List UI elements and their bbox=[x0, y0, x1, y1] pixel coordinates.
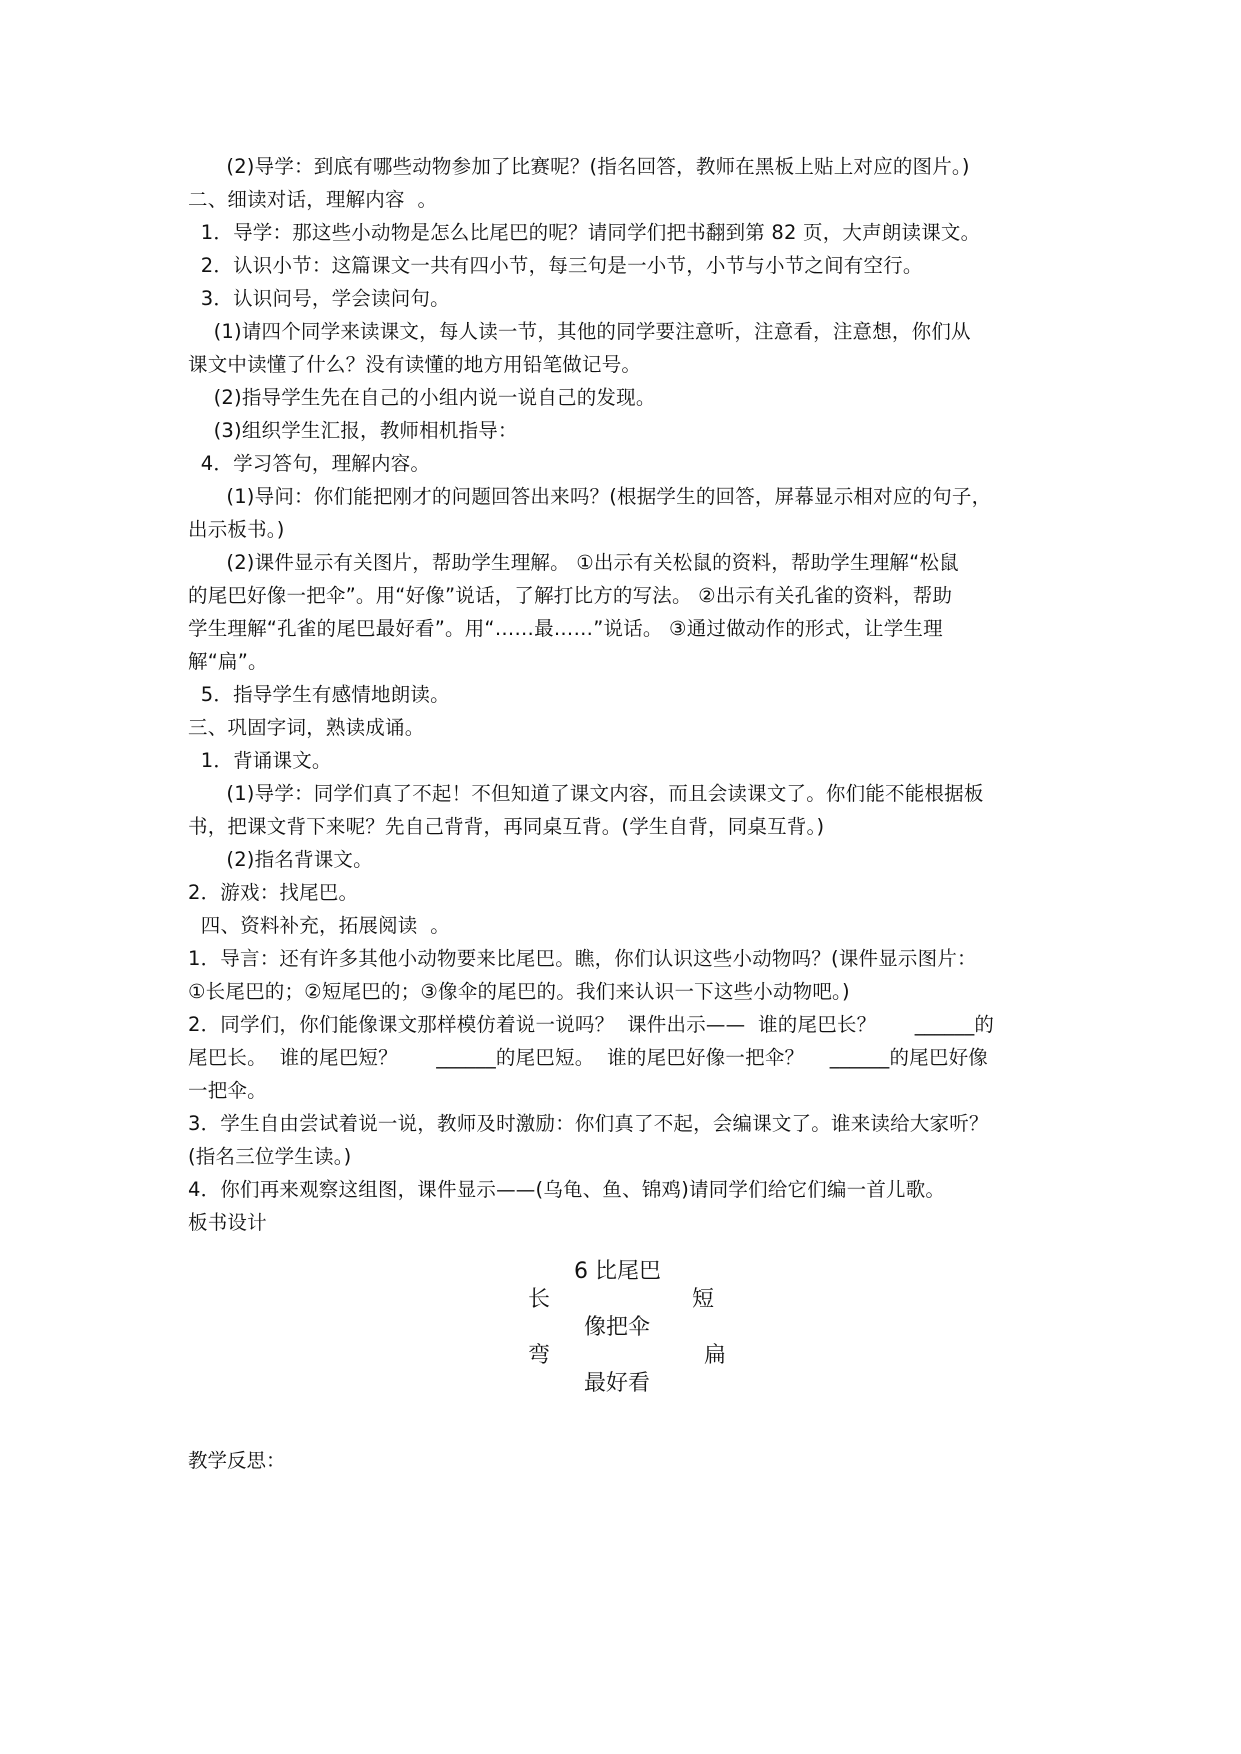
text-line: 5．指导学生有感情地朗读。 bbox=[188, 683, 450, 706]
text-line: 1．背诵课文。 bbox=[188, 749, 332, 772]
text-line: 3．认识问号，学会读问句。 bbox=[188, 287, 450, 310]
text-line: 解“扁”。 bbox=[188, 650, 268, 673]
text-line: 2．认识小节：这篇课文一共有四小节，每三句是一小节，小节与小节之间有空行。 bbox=[188, 254, 923, 277]
board-word-prettiest: 最好看 bbox=[584, 1371, 651, 1396]
text-line: 尾巴长。 谁的尾巴短？ ______的尾巴短。 谁的尾巴好像一把伞？ ______的尾巴好像 bbox=[188, 1046, 988, 1069]
text-line: 2．同学们，你们能像课文那样模仿着说一说吗？ 课件出示—— 谁的尾巴长？ ______的 bbox=[188, 1013, 995, 1036]
blackboard-design bbox=[188, 1258, 1068, 1398]
text-line: 一把伞。 bbox=[188, 1079, 267, 1102]
text-line: 4．你们再来观察这组图，课件显示——(乌龟、鱼、锦鸡)请同学们给它们编一首儿歌。 bbox=[188, 1178, 946, 1201]
text-line: 3．学生自由尝试着说一说，教师及时激励：你们真了不起，会编课文了。谁来读给大家听？ bbox=[188, 1112, 989, 1135]
text-line: (3)组织学生汇报，教师相机指导： bbox=[188, 419, 518, 442]
text-line: 4．学习答句，理解内容。 bbox=[188, 452, 431, 475]
text-line: 1．导学：那这些小动物是怎么比尾巴的呢？请同学们把书翻到第 82 页，大声朗读课文。 bbox=[188, 221, 981, 244]
text-line: 出示板书。) bbox=[188, 518, 285, 541]
board-word-curved: 弯 bbox=[528, 1343, 551, 1368]
board-title: 6 比尾巴 bbox=[574, 1259, 661, 1284]
text-line: 2．游戏：找尾巴。 bbox=[188, 881, 359, 904]
text-line: (1)请四个同学来读课文，每人读一节，其他的同学要注意听，注意看，注意想，你们从 bbox=[188, 320, 971, 343]
section-heading: 三、巩固字词，熟读成诵。 bbox=[188, 716, 425, 739]
text-line: ①长尾巴的；②短尾巴的；③像伞的尾巴的。我们来认识一下这些小动物吧。) bbox=[188, 980, 850, 1003]
section-heading: 二、细读对话，理解内容 。 bbox=[188, 188, 438, 211]
text-line: 1．导言：还有许多其他小动物要来比尾巴。瞧，你们认识这些小动物吗？(课件显示图片： bbox=[188, 947, 977, 970]
text-line: 书，把课文背下来呢？先自己背背，再同桌互背。(学生自背，同桌互背。) bbox=[188, 815, 825, 838]
board-word-flat: 扁 bbox=[704, 1343, 727, 1368]
text-line: (2)导学：到底有哪些动物参加了比赛呢？(指名回答，教师在黑板上贴上对应的图片。) bbox=[188, 155, 970, 178]
board-word-long: 长 bbox=[528, 1287, 551, 1312]
teaching-reflection-label: 教学反思： bbox=[188, 1449, 286, 1472]
text-line: (指名三位学生读。) bbox=[188, 1145, 352, 1168]
text-line: (1)导问：你们能把刚才的问题回答出来吗？(根据学生的回答，屏幕显示相对应的句子， bbox=[188, 485, 992, 508]
text-line: (2)指名背课文。 bbox=[188, 848, 373, 871]
document-page bbox=[188, 150, 1068, 1472]
board-word-umbrella: 像把伞 bbox=[584, 1315, 651, 1340]
board-design-heading: 板书设计 bbox=[188, 1211, 267, 1234]
text-line: (1)导学：同学们真了不起！不但知道了课文内容，而且会读课文了。你们能不能根据板 bbox=[188, 782, 984, 805]
text-line: (2)指导学生先在自己的小组内说一说自己的发现。 bbox=[188, 386, 656, 409]
text-line: 学生理解“孔雀的尾巴最好看”。用“……最……”说话。 ③通过做动作的形式，让学生理 bbox=[188, 617, 943, 640]
section-heading: 四、资料补充，拓展阅读 。 bbox=[188, 914, 450, 937]
board-word-short: 短 bbox=[692, 1287, 715, 1312]
text-line: (2)课件显示有关图片，帮助学生理解。 ①出示有关松鼠的资料，帮助学生理解“松鼠 bbox=[188, 551, 959, 574]
text-line: 课文中读懂了什么？没有读懂的地方用铅笔做记号。 bbox=[188, 353, 642, 376]
text-line: 的尾巴好像一把伞”。用“好像”说话，了解打比方的写法。 ②出示有关孔雀的资料，帮助 bbox=[188, 584, 953, 607]
